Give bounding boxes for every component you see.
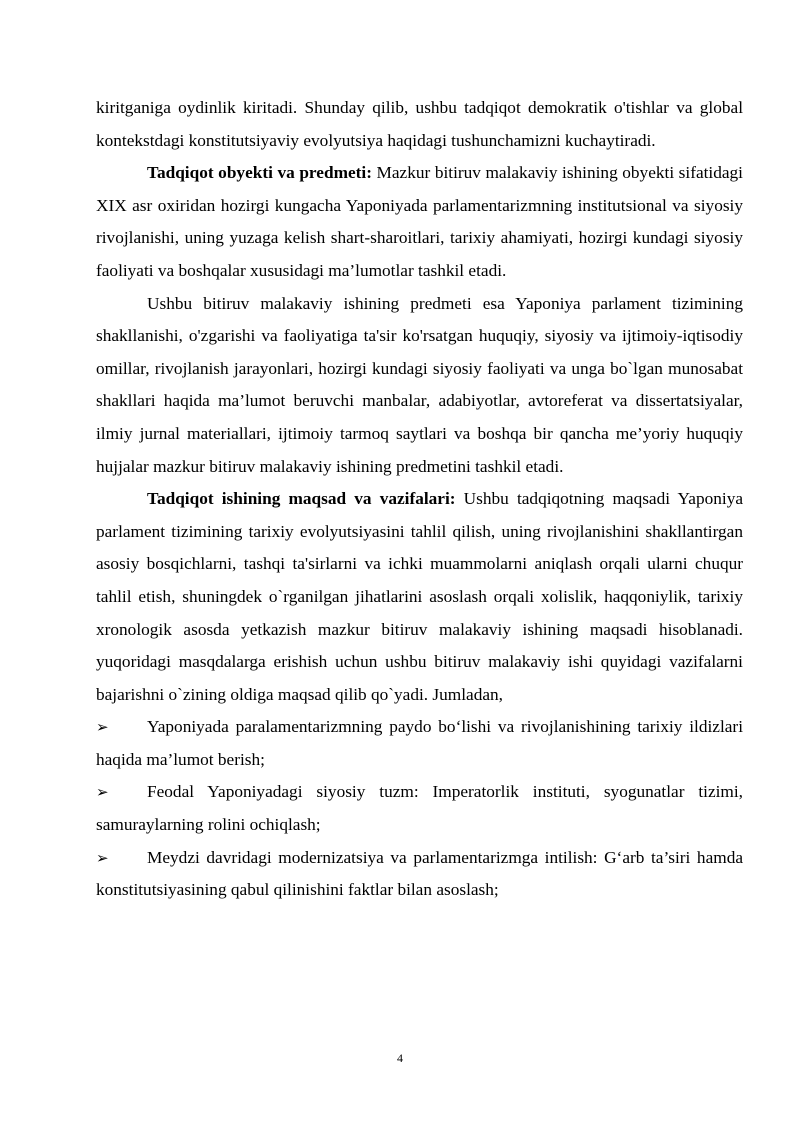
arrow-bullet-icon: ➢	[96, 718, 109, 737]
bullet-item-text: Yaponiyada paralamentarizmning paydo bo‘lishi va rivojlanishining tarixiy ildizlari haqida ma’lumot berish;	[96, 717, 743, 769]
bullet-item	[96, 842, 743, 907]
arrow-bullet-icon: ➢	[96, 848, 109, 867]
bullet-item-text: Meydzi davridagi modernizatsiya va parlamentarizmga intilish: G‘arb ta’siri hamda konstitutsiyasining qabul qilinishini faktlar bilan asoslash;	[96, 847, 743, 900]
paragraph-research-subject: Ushbu bitiruv malakaviy ishining predmeti esa Yaponiya parlament tizimining shakllanishi, o'zgarishi va faoliyatiga ta'sir ko'rsatgan huquqiy, siyosiy va ijtimoiy-iqtisodiy omillar, rivojlanish jarayonlari, hozirgi kundagi siyosiy faoliyati va unga bo`lgan munosabat shakllari haqida ma’lumot beruvchi manbalar, adabiyotlar, avtoreferat va dissertatsiyalar, ilmiy jurnal materiallari, ijtimoiy tarmoq saytlari va boshqa bir qancha me’yoriy huquqiy hujjalar mazkur bitiruv malakaviy ishining predmetini tashkil etadi.	[96, 293, 743, 476]
paragraph-research-object	[96, 157, 743, 287]
arrow-bullet-icon: ➢	[96, 783, 109, 802]
research-goals-text: Ushbu tadqiqotning maqsadi Yaponiya parlament tizimining tarixiy evolyutsiyasini tahlil qilish, uning rivojlanishini shakllantirgan asosiy bosqichlarni, tashqi ta'sirlarni va ichki muammolarni aniqlash orqali ularni chuqur tahlil etish, shuningdek o`rganilgan jihatlarini asoslash orqali xolislik, haqqoniylik, tarixiy xronologik asosda yetkazish mazkur bitiruv malakaviy ishining maqsadi hisoblanadi. yuqoridagi masqdalarga erishish uchun ushbu bitiruv malakaviy ishi quyidagi vazifalarni bajarishni o`zining oldiga maqsad qilib qo`yadi. Jumladan,	[96, 489, 744, 704]
research-object-heading: Tadqiqot obyekti va predmeti:	[147, 163, 372, 183]
document-page	[96, 92, 743, 907]
bullet-item	[96, 711, 743, 776]
research-goals-heading: Tadqiqot ishining maqsad va vazifalari:	[147, 489, 456, 509]
bullet-item-text: Feodal Yaponiyadagi siyosiy tuzm: Imperatorlik instituti, syogunatlar tizimi, samuraylarning rolini ochiqlash;	[96, 782, 743, 835]
page-number: 4	[397, 1051, 403, 1065]
paragraph-intro-continuation: kiritganiga oydinlik kiritadi. Shunday qilib, ushbu tadqiqot demokratik o'tishlar va global kontekstdagi konstitutsiyaviy evolyutsiya haqidagi tushunchamizni kuchaytiradi.	[96, 98, 743, 150]
paragraph-research-goals	[96, 483, 743, 711]
research-object-text: Mazkur bitiruv malakaviy ishining obyekti sifatidagi XIX asr oxiridan hozirgi kungacha Yaponiyada parlamentarizmning institutsional va siyosiy rivojlanishi, uning yuzaga kelish shart-sharoitlari, tarixiy ahamiyati, hozirgi kundagi siyosiy faoliyati va boshqalar xususidagi ma’lumotlar tashkil etadi.	[96, 163, 743, 280]
bullet-item	[96, 776, 743, 841]
